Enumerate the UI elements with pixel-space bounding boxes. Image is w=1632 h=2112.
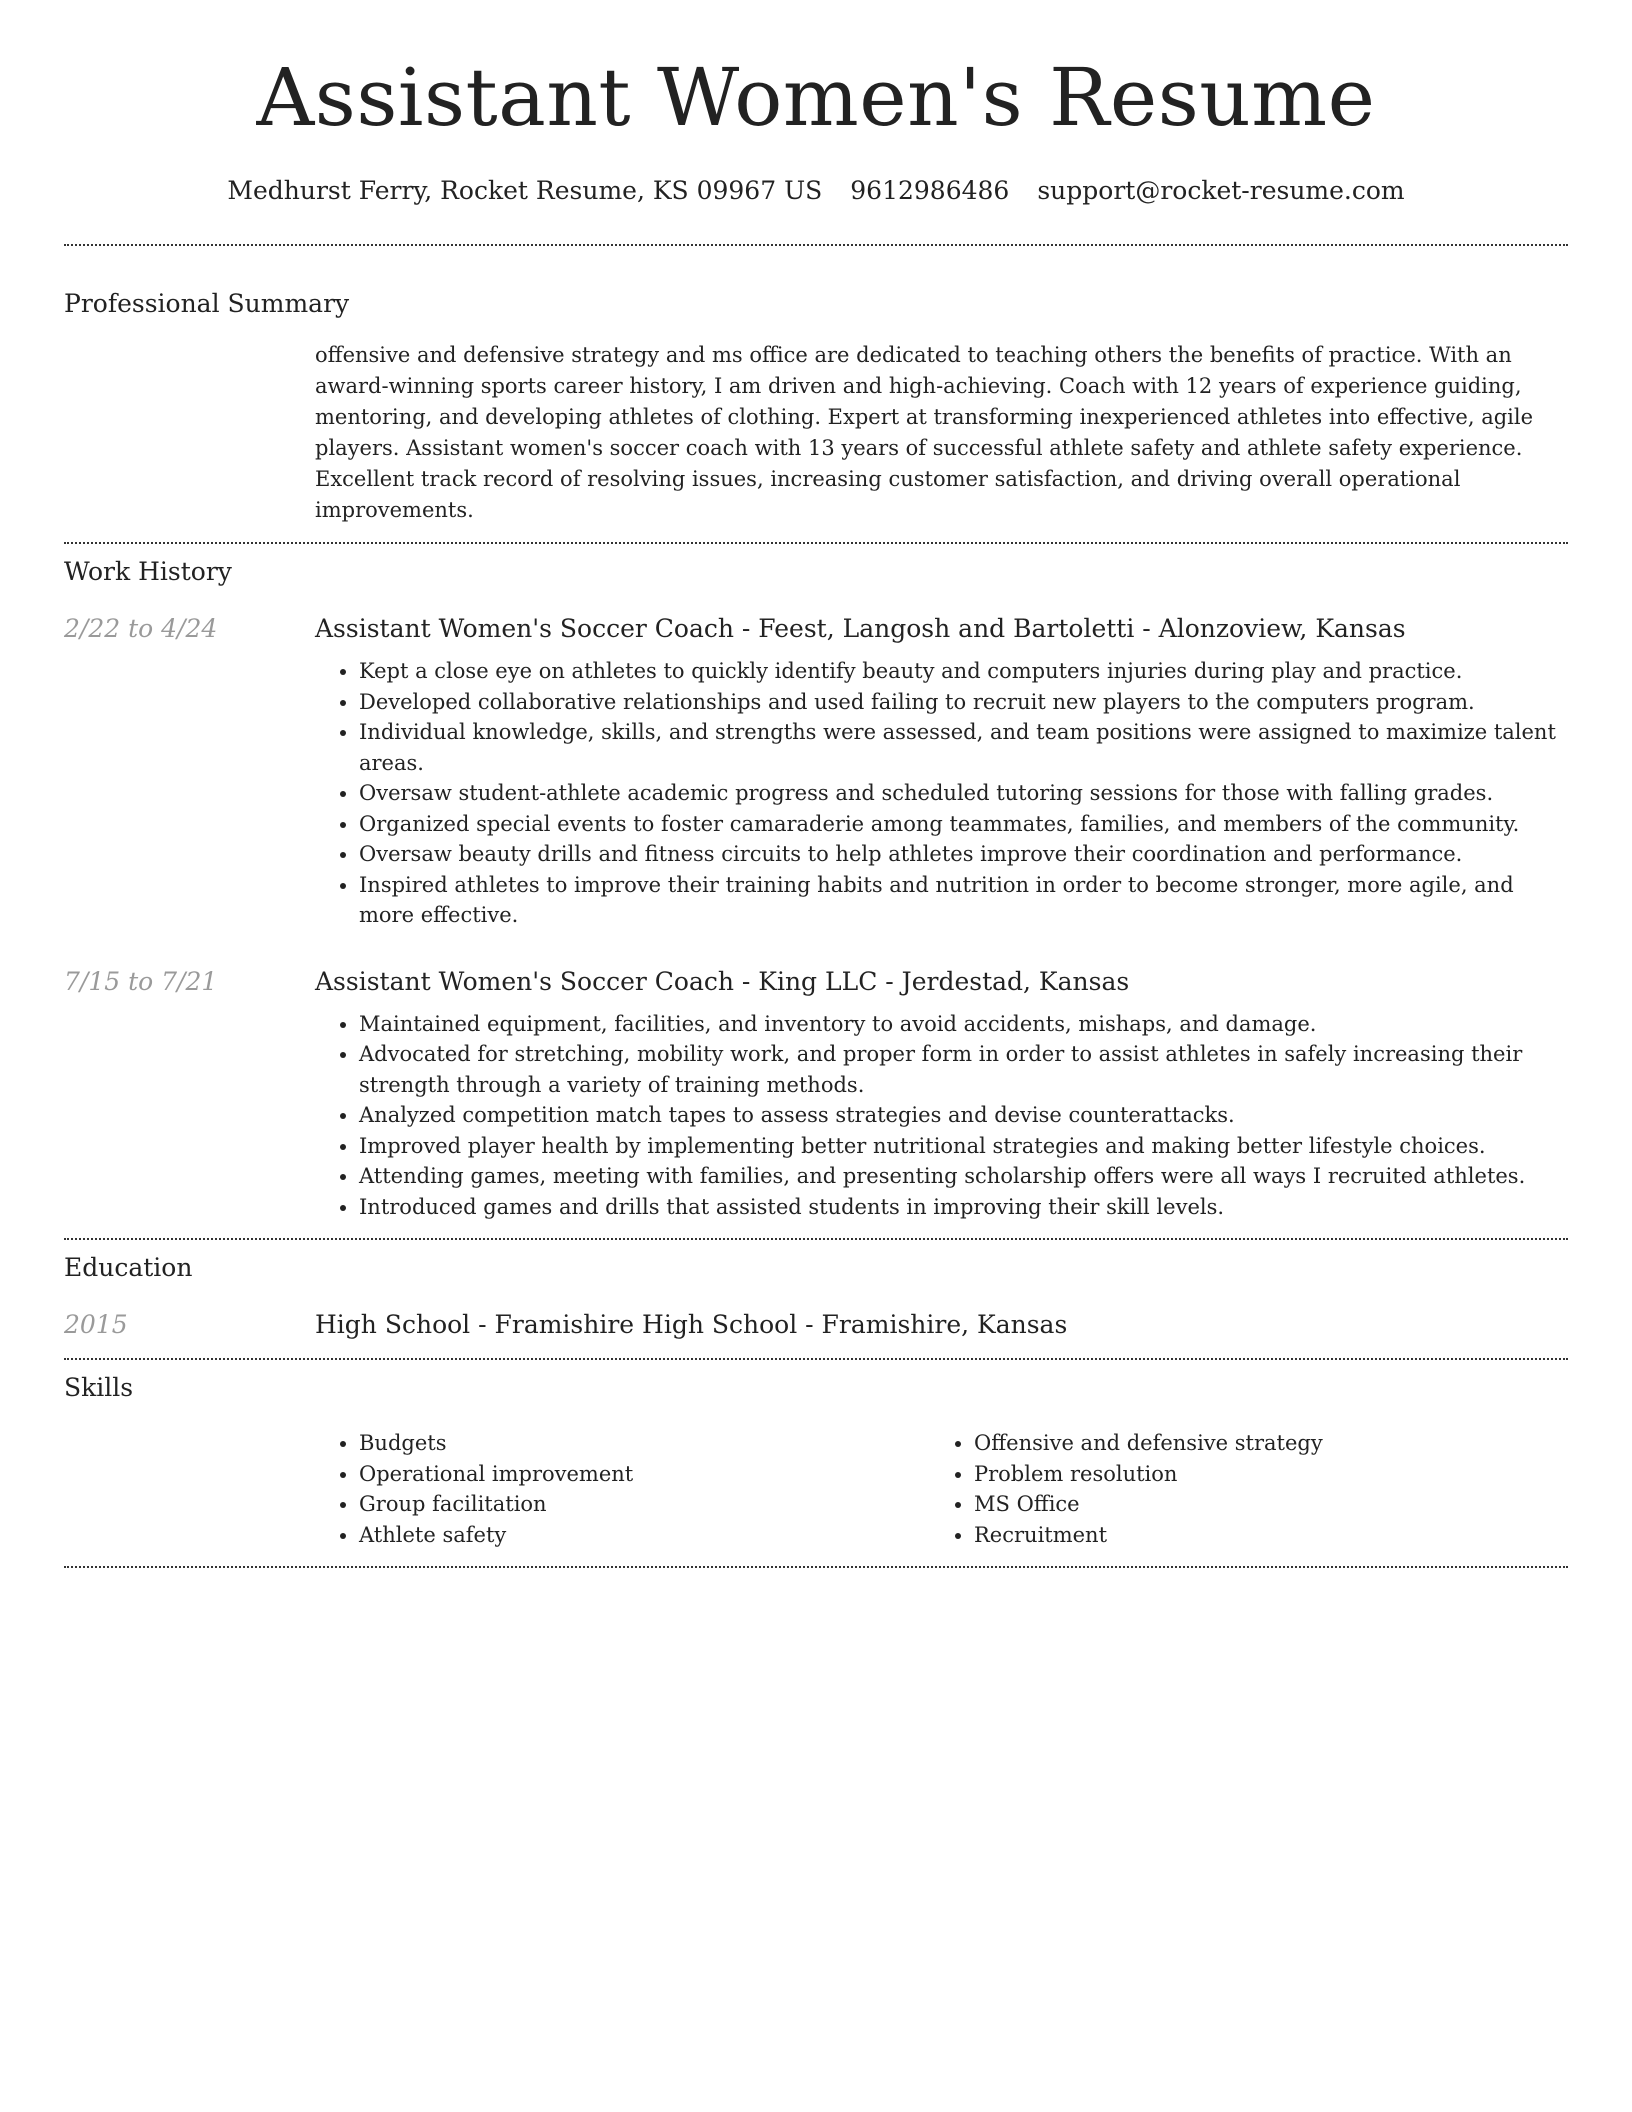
- skill-item: • Operational improvement: [359, 1459, 930, 1490]
- job-title: Assistant Women's Soccer Coach - Feest, Langosh and Bartoletti - Alonzoview, Kansas: [315, 614, 1406, 643]
- education-heading: Education: [64, 1253, 193, 1282]
- skill-item: • Offensive and defensive strategy: [974, 1428, 1545, 1459]
- skill-item: • Budgets: [359, 1428, 930, 1459]
- job-title: Assistant Women's Soccer Coach - King LLC - Jerdestad, Kansas: [315, 966, 1130, 996]
- job-dates: 7/15 to 7/21: [64, 966, 218, 996]
- skill-item: • Group facilitation: [359, 1489, 930, 1520]
- summary-heading: Professional Summary: [64, 289, 350, 318]
- list-item: • Oversaw beauty drills and fitness circuits to help athletes improve their coordination and performance.: [359, 839, 1568, 870]
- list-item: • Analyzed competition match tapes to assess strategies and devise counterattacks.: [359, 1100, 1568, 1131]
- skills-column-left: [315, 1428, 930, 1550]
- section-divider: [64, 244, 1568, 246]
- job-entry: [64, 612, 1568, 931]
- list-item: • Oversaw student-athlete academic progress and scheduled tutoring sessions for those with falling grades.: [359, 778, 1568, 809]
- section-divider: [64, 1566, 1568, 1568]
- job-bullets: [315, 656, 1568, 931]
- skills-heading: Skills: [64, 1373, 134, 1402]
- contact-email: support@rocket-resume.com: [1037, 176, 1405, 205]
- skill-item: • Athlete safety: [359, 1520, 930, 1551]
- education-entry: [64, 1308, 1568, 1342]
- list-item: • Individual knowledge, skills, and strengths were assessed, and team positions were assigned to maximize talent areas.: [359, 717, 1568, 778]
- list-item: • Attending games, meeting with families, and presenting scholarship offers were all ways I recruited athletes.: [359, 1161, 1568, 1192]
- skills-column-right: [930, 1428, 1545, 1550]
- resume-title: Assistant Women's Resume: [256, 51, 1376, 144]
- skills-list: [315, 1428, 1568, 1550]
- list-item: • Improved player health by implementing better nutritional strategies and making better lifestyle choices.: [359, 1131, 1568, 1162]
- education-title: High School - Framishire High School - Framishire, Kansas: [315, 1310, 1068, 1339]
- list-item: • Introduced games and drills that assisted students in improving their skill levels.: [359, 1192, 1568, 1223]
- contact-line: [64, 174, 1568, 208]
- list-item: • Advocated for stretching, mobility work, and proper form in order to assist athletes in safely increasing their strength through a variety of training methods.: [359, 1039, 1568, 1100]
- skill-item: • MS Office: [974, 1489, 1545, 1520]
- work-history-heading: Work History: [64, 557, 232, 586]
- job-entry: [64, 965, 1568, 1223]
- section-divider: [64, 542, 1568, 544]
- list-item: • Kept a close eye on athletes to quickly identify beauty and computers injuries during play and practice.: [359, 656, 1568, 687]
- job-bullets: [315, 1009, 1568, 1223]
- skills-row: [64, 1428, 1568, 1550]
- skill-item: • Recruitment: [974, 1520, 1545, 1551]
- list-item: • Maintained equipment, facilities, and inventory to avoid accidents, mishaps, and damage.: [359, 1009, 1568, 1040]
- list-item: • Inspired athletes to improve their training habits and nutrition in order to become stronger, more agile, and more effective.: [359, 870, 1568, 931]
- list-item: • Developed collaborative relationships and used failing to recruit new players to the computers program.: [359, 687, 1568, 718]
- list-item: • Organized special events to foster camaraderie among teammates, families, and members of the community.: [359, 809, 1568, 840]
- section-divider: [64, 1238, 1568, 1240]
- skill-item: • Problem resolution: [974, 1459, 1545, 1490]
- summary-text: offensive and defensive strategy and ms office are dedicated to teaching others the benefits of practice. With an award-winning sports career history, I am driven and high-achieving. Coach with 12 years of experience guiding, mentoring, and developing athletes of clothing. Expert at transforming inexperienced athletes into effective, agile players. Assistant women's soccer coach with 13 years of successful athlete safety and athlete safety experience. Excellent track record of resolving issues, increasing customer satisfaction, and driving overall operational improvements.: [315, 343, 1534, 522]
- education-year: 2015: [64, 1310, 128, 1339]
- contact-phone: 9612986486: [850, 176, 1010, 205]
- section-divider: [64, 1358, 1568, 1360]
- resume-page: [64, 0, 1568, 1568]
- contact-address: Medhurst Ferry, Rocket Resume, KS 09967 US: [227, 176, 823, 205]
- summary-row: [64, 340, 1568, 526]
- job-dates: 2/22 to 4/24: [64, 614, 218, 643]
